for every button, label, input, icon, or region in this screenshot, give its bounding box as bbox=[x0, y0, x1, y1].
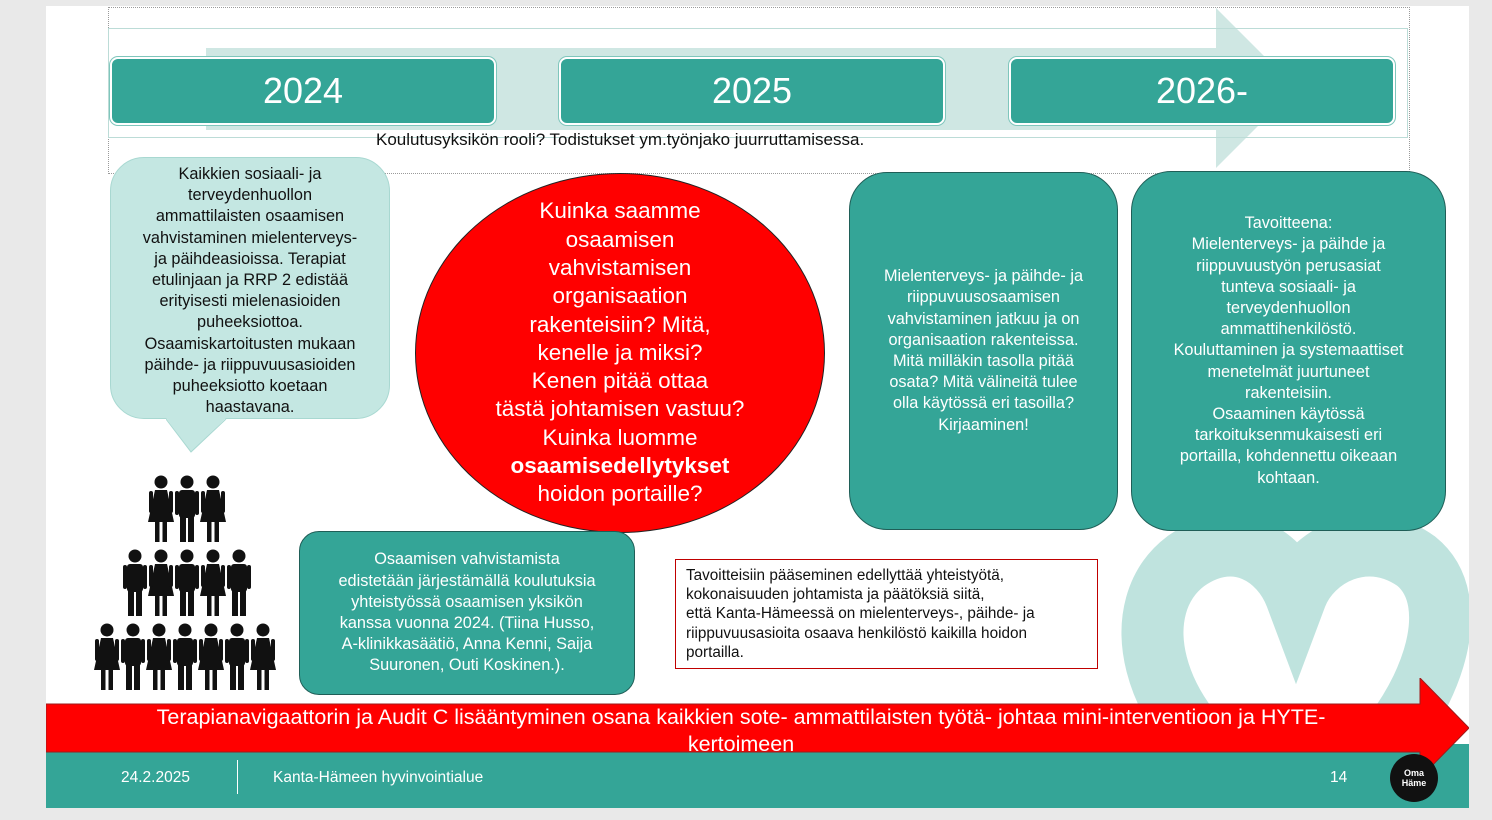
bubble-tail-icon bbox=[166, 418, 236, 454]
bubble-line: ja päihdeasioissa. Terapiat bbox=[154, 249, 346, 268]
box-2025-line: Mitä milläkin tasolla pitää bbox=[893, 352, 1074, 370]
banner-line: Terapianavigaattorin ja Audit C lisääntyminen osana kaikkien sote- ammattilaisten työtä- johtaa mini-interventioon ja HYTE- bbox=[156, 705, 1326, 729]
box-2026-line: menetelmät juurtuneet bbox=[1207, 362, 1370, 381]
bubble-line: päihde- ja riippuvuusasioiden bbox=[144, 355, 356, 374]
box-2025-line: vahvistaminen jatkuu ja on bbox=[887, 309, 1080, 328]
oma-hame-logo bbox=[1390, 754, 1438, 802]
circle-line: Kuinka luomme bbox=[542, 424, 698, 450]
circle-line: Kenen pitää ottaa bbox=[531, 368, 709, 394]
training-line: kanssa vuonna 2024. (Tiina Husso, bbox=[339, 614, 595, 632]
box-2025-line: organisaation rakenteissa. bbox=[888, 330, 1079, 349]
year-2024: 2024 bbox=[110, 57, 496, 125]
training-line: yhteistyössä osaamisen yksikön bbox=[351, 592, 583, 611]
box-2026-line: kohtaan. bbox=[1257, 468, 1320, 487]
logo-line: Oma bbox=[1403, 768, 1424, 778]
bubble-line: haastavana. bbox=[205, 398, 295, 417]
circle-line: hoidon portaille? bbox=[537, 481, 703, 507]
training-line: Suuronen, Outi Koskinen.). bbox=[369, 656, 565, 675]
box-2025-line: riippuvuusosaamisen bbox=[907, 288, 1060, 307]
training-line: Osaamisen vahvistamista bbox=[374, 550, 560, 569]
training-line: A-klinikkasäätiö, Anna Kenni, Saija bbox=[341, 635, 593, 654]
bubble-line: erityisesti mielenasioiden bbox=[159, 292, 341, 311]
training-line: edistetään järjestämällä koulutuksia bbox=[338, 571, 596, 590]
box-2026-line: Mielenterveys- ja päihde ja bbox=[1191, 235, 1386, 254]
box-2026-line: terveydenhuollon bbox=[1226, 298, 1351, 317]
box-2026-line: tunteva sosiaali- ja bbox=[1221, 277, 1356, 296]
circle-line: Kuinka saamme bbox=[539, 198, 701, 224]
circle-line: kenelle ja miksi? bbox=[537, 339, 703, 365]
goal-line: kokonaisuuden johtamista ja päätöksiä siitä, bbox=[686, 586, 985, 604]
goal-line: Tavoitteisiin pääseminen edellyttää yhteistyötä, bbox=[686, 567, 1005, 584]
box-2026-line: tarkoituksenmukaisesti eri bbox=[1194, 426, 1383, 445]
people-pyramid-icon bbox=[90, 464, 286, 694]
circle-line: rakenteisiin? Mitä, bbox=[529, 311, 711, 337]
bubble-line: Kaikkien sosiaali- ja bbox=[178, 165, 322, 183]
slide bbox=[46, 6, 1469, 808]
year-2025: 2025 bbox=[559, 57, 945, 125]
goal-line: että Kanta-Hämeessä on mielenterveys-, päihde- ja bbox=[686, 605, 1035, 623]
box-2025 bbox=[849, 172, 1118, 530]
speech-bubble bbox=[110, 157, 390, 419]
banner-line: kertoimeen bbox=[687, 732, 795, 756]
page-number: 14 bbox=[1330, 769, 1348, 786]
bubble-line: puheeksiottoa. bbox=[197, 313, 303, 332]
circle-line: osaamisen bbox=[565, 226, 675, 252]
circle-line: tästä johtamisen vastuu? bbox=[495, 396, 745, 422]
timeline-subtitle: Koulutusyksikön rooli? Todistukset ym.työnjako juurruttamisessa. bbox=[376, 130, 865, 149]
goal-line: portailla. bbox=[686, 643, 744, 661]
box-2026-line: ammattihenkilöstö. bbox=[1220, 320, 1357, 339]
circle-line: organisaation bbox=[552, 283, 688, 309]
box-2026-line: Kouluttaminen ja systemaattiset bbox=[1173, 341, 1404, 360]
box-2026-line: Osaaminen käytössä bbox=[1212, 405, 1365, 423]
box-2026 bbox=[1131, 171, 1446, 531]
bubble-line: Osaamiskartoitusten mukaan bbox=[144, 334, 356, 353]
box-2025-line: olla käytössä eri tasoilla? bbox=[893, 394, 1074, 413]
question-circle bbox=[415, 173, 825, 533]
bubble-line: vahvistaminen mielenterveys- bbox=[142, 228, 358, 247]
box-2025-line: Mielenterveys- ja päihde- ja bbox=[883, 267, 1084, 286]
box-2026-line: Tavoitteena: bbox=[1244, 214, 1333, 233]
bubble-line: ammattilaisten osaamisen bbox=[155, 207, 345, 226]
circle-bold-line: osaamisedellytykset bbox=[510, 453, 730, 479]
box-2025-line: osata? Mitä välineitä tulee bbox=[889, 373, 1078, 392]
footer-organization: Kanta-Hämeen hyvinvointialue bbox=[273, 769, 484, 786]
box-2026-line: portailla, kohdennettu oikeaan bbox=[1179, 447, 1398, 466]
bubble-line: etulinjaan ja RRP 2 edistää bbox=[151, 271, 349, 290]
bubble-line: terveydenhuollon bbox=[187, 186, 312, 205]
box-2026-line: riippuvuustyön perusasiat bbox=[1196, 256, 1381, 275]
goal-line: riippuvuusasioita osaava henkilöstö kaikilla hoidon bbox=[686, 624, 1027, 642]
year-2026: 2026- bbox=[1009, 57, 1395, 125]
circle-line: vahvistamisen bbox=[548, 254, 692, 280]
training-box bbox=[299, 531, 635, 695]
box-2026-line: rakenteisiin. bbox=[1245, 383, 1332, 402]
goal-textbox bbox=[675, 559, 1098, 669]
logo-line: Häme bbox=[1401, 778, 1427, 788]
box-2025-line: Kirjaaminen! bbox=[938, 415, 1029, 434]
banner-text bbox=[46, 704, 1436, 758]
footer-date: 24.2.2025 bbox=[121, 769, 190, 786]
bubble-line: puheeksiotto koetaan bbox=[172, 377, 328, 396]
